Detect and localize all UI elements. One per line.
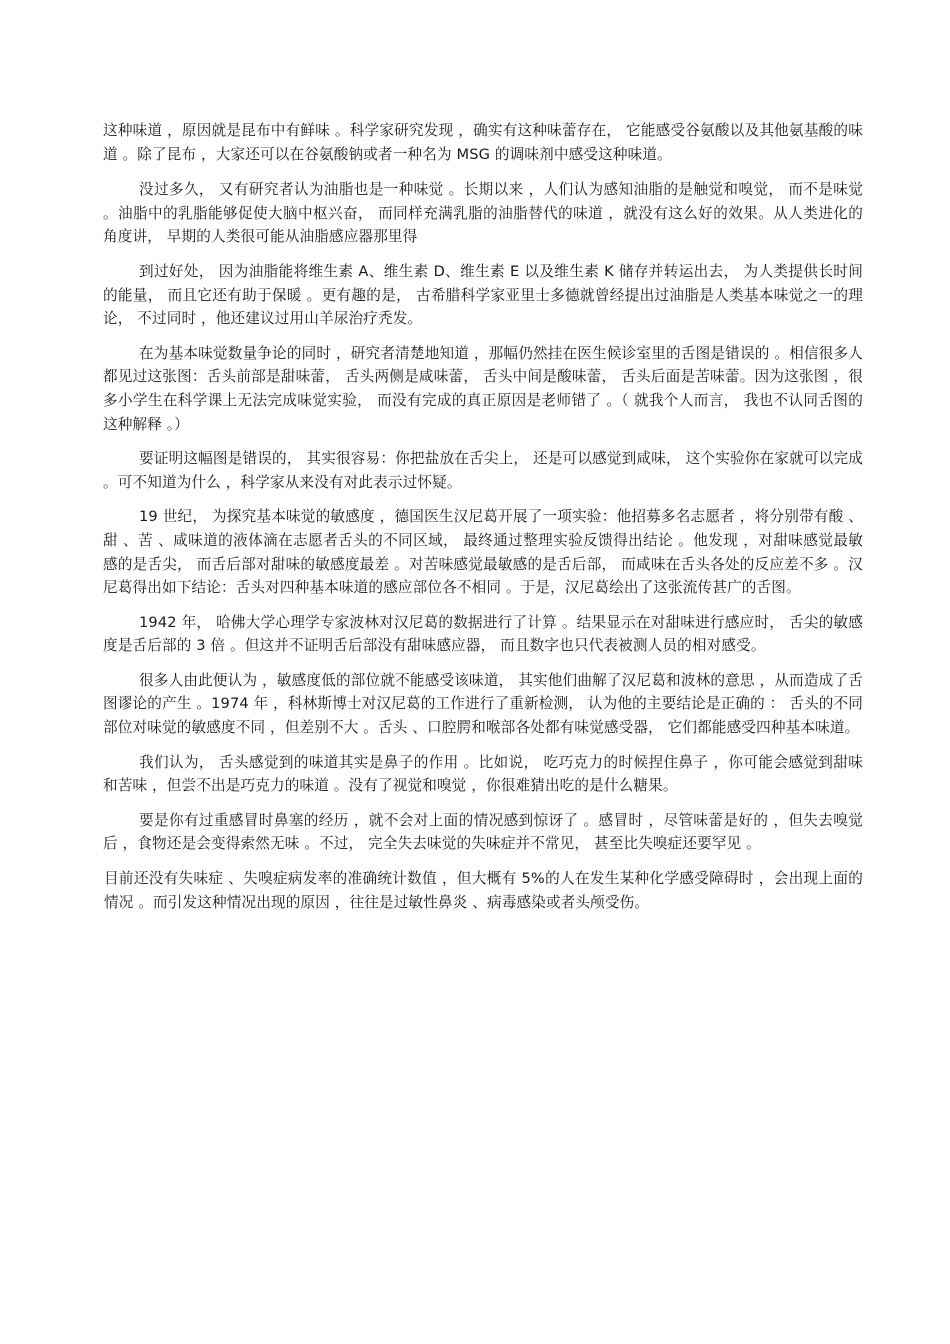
paragraph-nose-role: 我们认为， 舌头感觉到的味道其实是鼻子的作用 。比如说， 吃巧克力的时候捏住鼻子 ，你可能会感觉到甜味和苦味 ，但尝不出是巧克力的味道 。没有了视觉和嗅觉 ，你很难猜出吃的是什么糖果。: [103, 753, 863, 795]
paragraph-statistics: 目前还没有失味症 、失嗅症病发率的准确统计数值 ，但大概有 5%的人在发生某种化学感受障碍时 ，会出现上面的情况 。而引发这种情况出现的原因 ，往往是过敏性鼻炎 、病毒感染或者头颅受伤。: [104, 870, 863, 911]
paragraph-collings-1974: 很多人由此便认为 ，敏感度低的部位就不能感受该味道， 其实他们曲解了汉尼葛和波林的意思 ，从而造成了舌图谬论的产生 。1974 年 ，科林斯博士对汉尼葛的工作进行了重新检测， 认为他的主要结论是正确的 ： 舌头的不同部位对味觉的敏感度不同 ，但差别不大 。舌头 、口腔腭和喉部各处都有味觉感受器， 它们都能感受四种基本味道。: [103, 671, 863, 737]
paragraph-hanig-experiment: 19 世纪， 为探究基本味觉的敏感度 ，德国医生汉尼葛开展了一项实验：他招募多名志愿者 ，将分别带有酸 、甜 、苦 、咸味道的液体滴在志愿者舌头的不同区域， 最终通过整理实验反馈得出结论 。他发现 ，对甜味感觉最敏感的是舌尖， 而舌后部对甜味的敏感度最差 。对苦味感觉最敏感的是舌后部， 而咸味在舌头各处的反应差不多 。汉尼葛得出如下结论：舌头对四种基本味道的感应部位各不相同 。于是，汉尼葛绘出了这张流传甚广的舌图。: [103, 508, 863, 597]
paragraph-cold: 要是你有过重感冒时鼻塞的经历 ，就不会对上面的情况感到惊讶了 。感冒时 ，尽管味蕾是好的 ，但失去嗅觉后 ，食物还是会变得索然无味 。不过， 完全失去味觉的失味症并不常见， 甚至比失嗅症还要罕见 。: [103, 811, 863, 853]
paragraph-boring-1942: 1942 年， 哈佛大学心理学专家波林对汉尼葛的数据进行了计算 。结果显示在对甜味进行感应时， 舌尖的敏感度是舌后部的 3 倍 。但这并不证明舌后部没有甜味感应器， 而且数字也只代表被测人员的相对感受。: [103, 613, 863, 655]
paragraph-fat-taste: 没过多久， 又有研究者认为油脂也是一种味觉 。长期以来 ，人们认为感知油脂的是触觉和嗅觉， 而不是味觉 。油脂中的乳脂能够促使大脑中枢兴奋， 而同样充满乳脂的油脂替代的味道 ，就没有这么好的效果。从人类进化的角度讲， 早期的人类很可能从油脂感应器那里得: [103, 181, 863, 246]
paragraph-fat-benefits: 到过好处， 因为油脂能将维生素 A、维生素 D、维生素 E 以及维生素 K 储存并转运出去， 为人类提供长时间的能量， 而且它还有助于保暖 。更有趣的是， 古希腊科学家亚里士多德就曾经提出过油脂是人类基本味觉之一的理论， 不过同时 ，他还建议过用山羊尿治疗秃发。: [103, 262, 863, 328]
article-body: [103, 119, 863, 925]
paragraph-salt-test: 要证明这幅图是错误的， 其实很容易：你把盐放在舌尖上， 还是可以感觉到咸味， 这个实验你在家就可以完成 。可不知道为什么 ，科学家从来没有对此表示过怀疑。: [103, 450, 863, 491]
paragraph-tongue-map: 在为基本味觉数量争论的同时 ，研究者清楚地知道 ，那幅仍然挂在医生候诊室里的舌图是错误的 。相信很多人都见过这张图：舌头前部是甜味蕾， 舌头两侧是咸味蕾， 舌头中间是酸味蕾， 舌头后面是苦味蕾。因为这张图 ，很多小学生在科学课上无法完成味觉实验， 而没有完成的真正原因是老师错了 。（ 就我个人而言， 我也不认同舌图的这种解释 。）: [103, 344, 863, 433]
paragraph-umami: 这种味道 ，原因就是昆布中有鲜味 。科学家研究发现 ，确实有这种味蕾存在， 它能感受谷氨酸以及其他氨基酸的味道 。除了昆布 ，大家还可以在谷氨酸钠或者一种名为 MSG 的调味剂中感受这种味道。: [103, 122, 863, 163]
